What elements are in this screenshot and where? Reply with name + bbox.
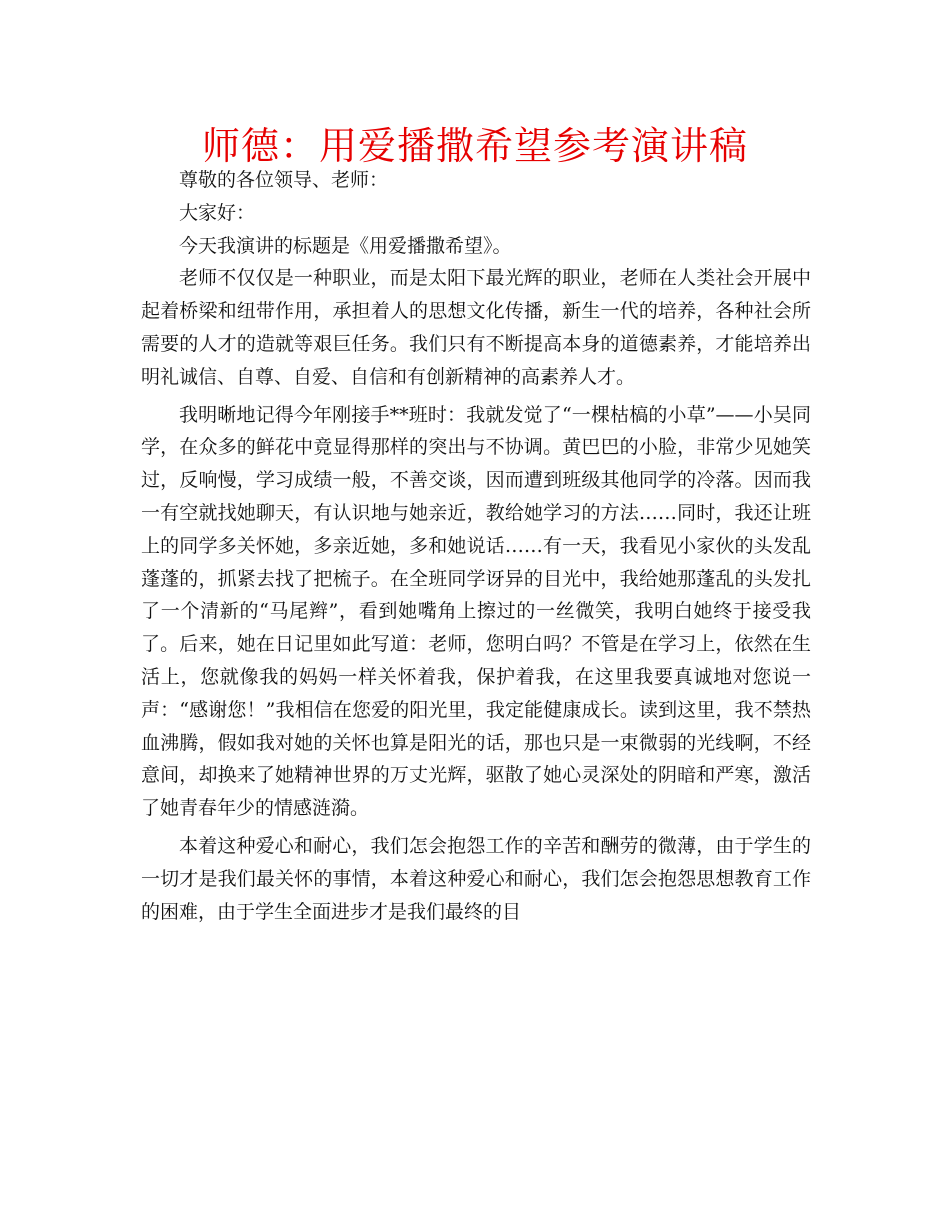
topic-paragraph: 今天我演讲的标题是《用爱播撒希望》。 — [179, 234, 512, 257]
body-paragraph: 老师不仅仅是一种职业，而是太阳下最光辉的职业，老师在人类社会开展中起着桥梁和纽带作用，承担着人的思想文化传播，新生一代的培养，各种社会所需要的人才的造就等艰巨任务。我们只有不断提高本身的道德素养，才能培养出明礼诚信、自尊、自爱、自信和有创新精神的高素养人才。 — [141, 267, 811, 388]
document-title: 师德：用爱播撒希望参考演讲稿 — [201, 124, 748, 168]
greeting-paragraph: 尊敬的各位领导、老师： — [179, 169, 389, 191]
body-paragraph: 我明晰地记得今年刚接手**班时：我就发觉了“一棵枯槁的小草”——小吴同学，在众多的鲜花中竟显得那样的突出与不协调。黄巴巴的小脸，非常少见她笑过，反响慢，学习成绩一般，不善交谈，因而遭到班级其他同学的冷落。因而我一有空就找她聊天，有认识地与她亲近，教给她学习的方法……同时，我还让班上的同学多关怀她，多亲近她，多和她说话……有一天，我看见小家伙的头发乱蓬蓬的，抓紧去找了把梳子。在全班同学讶异的目光中，我给她那蓬乱的头发扎了一个清新的“马尾辫”，看到她嘴角上擦过的一丝微笑，我明白她终于接受我了。后来，她在日记里如此写道：老师，您明白吗？不管是在学习上，依然在生活上，您就像我的妈妈一样关怀着我，保护着我，在这里我要真诚地对您说一声：“感谢您！”我相信在您爱的阳光里，我定能健康成长。读到这里，我不禁热血沸腾，假如我对她的关怀也算是阳光的话，那也只是一束微弱的光线啊，不经意间，却换来了她精神世界的万丈光辉，驱散了她心灵深处的阴暗和严寒，激活了她青春年少的情感涟漪。 — [141, 403, 811, 820]
body-paragraph: 本着这种爱心和耐心，我们怎会抱怨工作的辛苦和酬劳的微薄，由于学生的一切才是我们最关怀的事情，本着这种爱心和耐心，我们怎会抱怨思想教育工作的困难，由于学生全面进步才是我们最终的目 — [141, 834, 811, 923]
document-body — [141, 164, 811, 928]
salutation-paragraph: 大家好： — [179, 201, 256, 224]
